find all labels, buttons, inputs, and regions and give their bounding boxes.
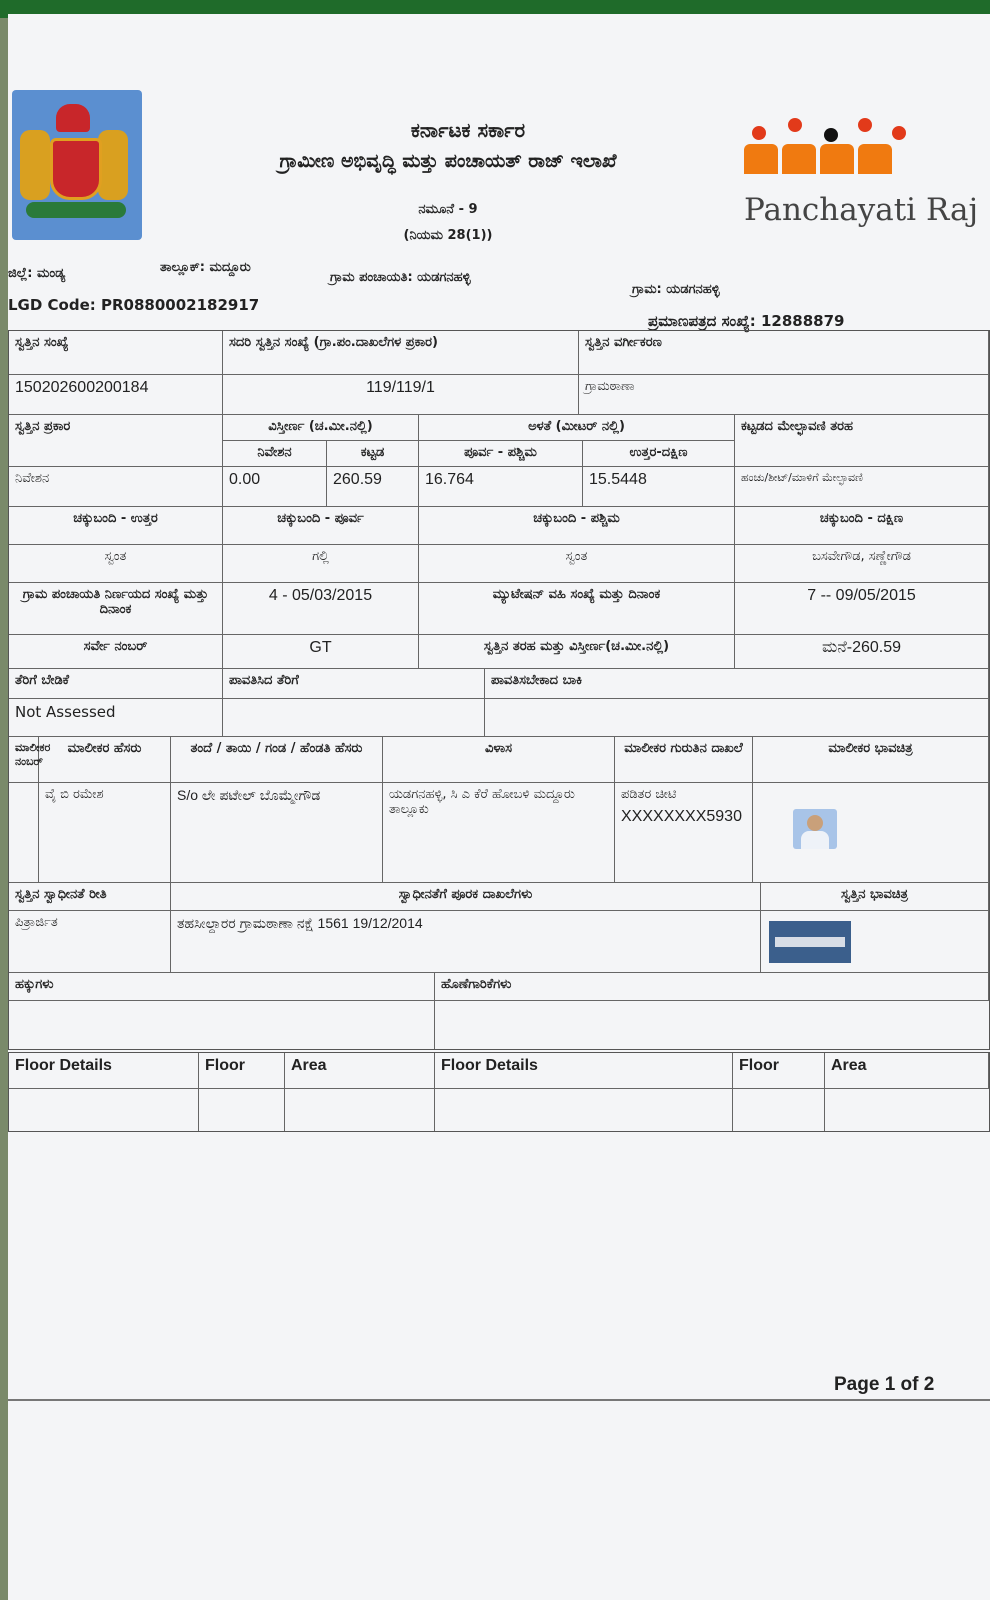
survey-value: GT	[223, 635, 419, 669]
government-title: ಕರ್ನಾಟಕ ಸರ್ಕಾರ	[410, 118, 526, 142]
resolution-label: ಗ್ರಾಮ ಪಂಚಾಯತಿ ನಿರ್ಣಯದ ಸಂಖ್ಯೆ ಮತ್ತು ದಿನಾಂಕ	[9, 583, 223, 635]
boundary-south-label: ಚಕ್ಕುಬಂದಿ - ದಕ್ಷಿಣ	[735, 507, 989, 545]
boundary-south: ಬಸವೇಗೌಡ, ಸಣ್ಣೇಗೌಡ	[735, 545, 989, 583]
ownership-docs: ತಹಸೀಲ್ದಾರರ ಗ್ರಾಮಠಾಣಾ ನಕ್ಷೆ 1561 19/12/2014	[171, 911, 761, 973]
panchayati-raj-logo-text: Panchayati Raj	[744, 192, 979, 228]
tax-paid-label: ಪಾವತಿಸಿದ ತೆರಿಗೆ	[223, 669, 485, 699]
form-number: ನಮೂನೆ - 9	[418, 202, 478, 217]
kind-area-value: ಮನೆ-260.59	[735, 635, 989, 669]
owner-id-doc	[615, 783, 753, 883]
type-label: ಸ್ವತ್ತಿನ ಪ್ರಕಾರ	[9, 415, 223, 467]
boundary-east: ಗಲ್ಲಿ	[223, 545, 419, 583]
boundary-north-label: ಚಕ್ಕುಬಂದಿ - ಉತ್ತರ	[9, 507, 223, 545]
roof-type: ಹಂಚು/ಶೀಟ್/ಮಾಳಿಗೆ ಮೇಲ್ಛಾವಣಿ	[735, 467, 989, 507]
rule-number: (ನಿಯಮ 28(1))	[403, 228, 493, 243]
property-type: ನಿವೇಶನ	[9, 467, 223, 507]
east-west-label: ಪೂರ್ವ - ಪಶ್ಚಿಮ	[419, 441, 583, 467]
gp-record: 119/119/1	[223, 375, 579, 415]
page-number: Page 1 of 2	[834, 1374, 935, 1395]
owner-address-header: ವಿಳಾಸ	[383, 737, 615, 783]
liabilities-value	[435, 1001, 989, 1049]
floor-row-cell	[199, 1089, 285, 1131]
owner-photo-header: ಮಾಲೀಕರ ಭಾವಚಿತ್ರ	[753, 737, 989, 783]
boundary-west-label: ಚಕ್ಕುಬಂದಿ - ಪಶ್ಚಿಮ	[419, 507, 735, 545]
owner-photo	[793, 809, 837, 849]
floor-details-header-left: Floor Details	[9, 1053, 199, 1089]
ownership-docs-label: ಸ್ವಾಧೀನತೆಗೆ ಪೂರಕ ದಾಖಲೆಗಳು	[171, 883, 761, 911]
floor-table	[8, 1052, 990, 1132]
boundary-west: ಸ್ವಂತ	[419, 545, 735, 583]
property-photo-label: ಸ್ವತ್ತಿನ ಭಾವಚಿತ್ರ	[761, 883, 989, 911]
ownership-method: ಪಿತ್ರಾರ್ಜಿತ	[9, 911, 171, 973]
page-divider	[8, 1399, 990, 1401]
rights-label: ಹಕ್ಕುಗಳು	[9, 973, 435, 1001]
tax-paid-value	[223, 699, 485, 737]
floor-row-cell	[733, 1089, 825, 1131]
north-south-label: ಉತ್ತರ-ದಕ್ಷಿಣ	[583, 441, 735, 467]
rights-value	[9, 1001, 435, 1049]
ownership-method-label: ಸ್ವತ್ತಿನ ಸ್ವಾಧೀನತೆ ರೀತಿ	[9, 883, 171, 911]
floor-row-cell	[285, 1089, 435, 1131]
owner-address: ಯಡಗನಹಳ್ಳಿ, ಸಿ ಎ ಕೆರೆ ಹೋಬಳಿ ಮದ್ದೂರು ತಾಲ್ಲೂಕು	[383, 783, 615, 883]
floor-row-cell	[435, 1089, 733, 1131]
owner-relation-header: ತಂದೆ / ತಾಯಿ / ಗಂಡ / ಹೆಂಡತಿ ಹೆಸರು	[171, 737, 383, 783]
owner-serial-header: ಮಾಲೀಕರ ನಂಬರ್	[9, 737, 39, 783]
site-label: ನಿವೇಶನ	[223, 441, 327, 467]
mutation-value: 7 -- 09/05/2015	[735, 583, 989, 635]
property-table	[8, 330, 990, 1050]
district-field: ಜಿಲ್ಲೆ: ಮಂಡ್ಯ	[8, 266, 66, 281]
property-no: 150202600200184	[9, 375, 223, 415]
north-south-value: 15.5448	[583, 467, 735, 507]
area-label: ವಿಸ್ತೀರ್ಣ (ಚ.ಮೀ.ನಲ್ಲಿ)	[223, 415, 419, 441]
owner-photo-cell	[753, 783, 989, 883]
site-area: 0.00	[223, 467, 327, 507]
area-header-right: Area	[825, 1053, 989, 1089]
gp-record-label: ಸದರಿ ಸ್ವತ್ತಿನ ಸಂಖ್ಯೆ (ಗ್ರಾ.ಪಂ.ದಾಖಲೆಗಳ ಪ್ರಕಾರ)	[223, 331, 579, 375]
certificate-number: ಪ್ರಮಾಣಪತ್ರದ ಸಂಖ್ಯೆ: 12888879	[648, 312, 845, 330]
survey-label: ಸರ್ವೇ ನಂಬರ್	[9, 635, 223, 669]
lgd-code: LGD Code: PR0880002182917	[8, 296, 260, 314]
owner-serial	[9, 783, 39, 883]
building-area: 260.59	[327, 467, 419, 507]
floor-header-right: Floor	[733, 1053, 825, 1089]
classification: ಗ್ರಾಮಠಾಣಾ	[579, 375, 989, 415]
dims-label: ಅಳತೆ (ಮೀಟರ್ ನಲ್ಲಿ)	[419, 415, 735, 441]
boundary-north: ಸ್ವಂತ	[9, 545, 223, 583]
tax-assessed: Not Assessed	[9, 699, 223, 737]
property-photo-cell	[761, 911, 989, 973]
building-label: ಕಟ್ಟಡ	[327, 441, 419, 467]
owner-relation: S/o ಲೇ ಪಟೇಲ್ ಬೊಮ್ಮೇಗೌಡ	[171, 783, 383, 883]
document-page	[8, 14, 990, 1600]
department-title: ಗ್ರಾಮೀಣ ಅಭಿವೃದ್ಧಿ ಮತ್ತು ಪಂಚಾಯತ್ ರಾಜ್ ಇಲಾಖೆ	[279, 150, 617, 172]
floor-row-cell	[825, 1089, 989, 1131]
karnataka-emblem-icon	[12, 90, 142, 240]
roof-label: ಕಟ್ಟಡದ ಮೇಲ್ಛಾವಣಿ ತರಹ	[735, 415, 989, 467]
owner-id-header: ಮಾಲೀಕರ ಗುರುತಿನ ದಾಖಲೆ	[615, 737, 753, 783]
tax-due-value	[485, 699, 989, 737]
village-field: ಗ್ರಾಮ: ಯಡಗನಹಳ್ಳಿ	[632, 282, 720, 297]
boundary-east-label: ಚಕ್ಕುಬಂದಿ - ಪೂರ್ವ	[223, 507, 419, 545]
tax-demand-label: ತೆರಿಗೆ ಬೇಡಿಕೆ	[9, 669, 223, 699]
property-photo	[769, 921, 851, 963]
gram-panchayat-field: ಗ್ರಾಮ ಪಂಚಾಯತಿ: ಯಡಗನಹಳ್ಳಿ	[330, 270, 471, 285]
property-no-label: ಸ್ವತ್ತಿನ ಸಂಖ್ಯೆ	[9, 331, 223, 375]
floor-details-header-right: Floor Details	[435, 1053, 733, 1089]
mutation-label: ಮ್ಯುಟೇಷನ್ ವಹಿ ಸಂಖ್ಯೆ ಮತ್ತು ದಿನಾಂಕ	[419, 583, 735, 635]
liabilities-label: ಹೊಣೆಗಾರಿಕೆಗಳು	[435, 973, 989, 1001]
owner-name: ವೈ ಬಿ ರಮೇಶ	[39, 783, 171, 883]
resolution-value: 4 - 05/03/2015	[223, 583, 419, 635]
floor-row-cell	[9, 1089, 199, 1131]
east-west-value: 16.764	[419, 467, 583, 507]
taluk-field: ತಾಲ್ಲೂಕ್: ಮದ್ದೂರು	[160, 260, 251, 275]
floor-header-left: Floor	[199, 1053, 285, 1089]
owner-id-number: XXXXXXXX5930	[621, 808, 742, 825]
area-header-left: Area	[285, 1053, 435, 1089]
tax-due-label: ಪಾವತಿಸಬೇಕಾದ ಬಾಕಿ	[485, 669, 989, 699]
kind-area-label: ಸ್ವತ್ತಿನ ತರಹ ಮತ್ತು ವಿಸ್ತೀರ್ಣ(ಚ.ಮೀ.ನಲ್ಲಿ)	[419, 635, 735, 669]
owner-name-header: ಮಾಲೀಕರ ಹೆಸರು	[39, 737, 171, 783]
classification-label: ಸ್ವತ್ತಿನ ವರ್ಗೀಕರಣ	[579, 331, 989, 375]
owner-id-type: ಪಡಿತರ ಚೀಟಿ	[621, 787, 677, 802]
